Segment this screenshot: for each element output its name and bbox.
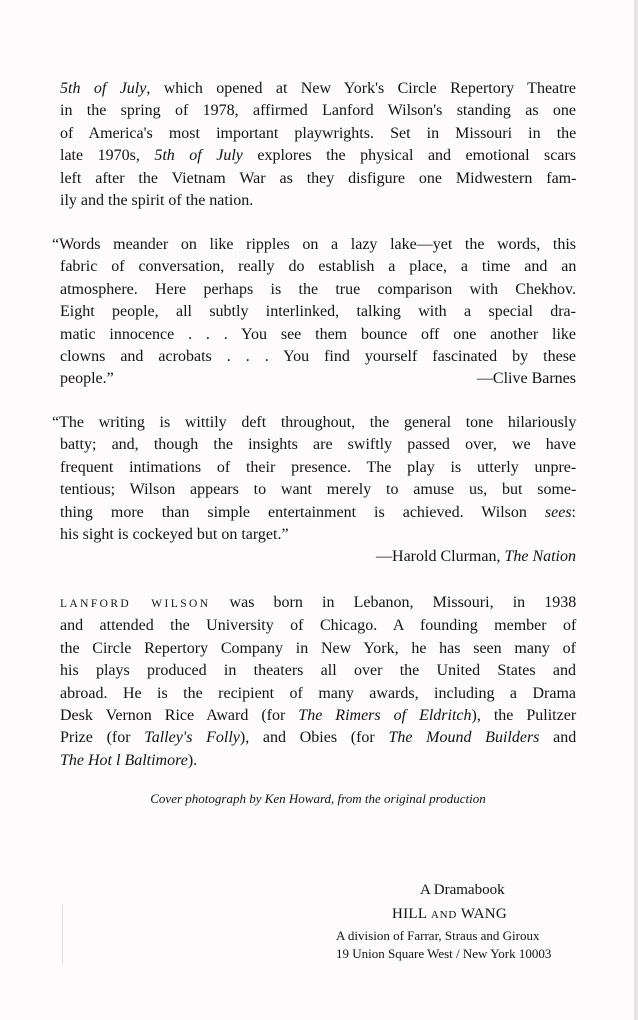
synopsis-line: of America's most important playwrights. Set in Missouri in the (60, 124, 577, 142)
review-quote-clurman (52, 412, 577, 569)
synopsis-line: late 1970s, 5th of July explores the physical and emotional scars (60, 147, 577, 165)
synopsis-line: 5th of July, which opened at New York's Circle Repertory Theatre (60, 80, 577, 97)
synopsis-line: left after the Vietnam War as they disfigure one Midwestern fam- (60, 169, 577, 187)
cover-photo-caption: Cover photograph by Ken Howard, from the original production (150, 791, 486, 806)
publisher-division: A division of Farrar, Straus and Giroux (336, 928, 540, 943)
bio-line: The Hot l Baltimore). (60, 751, 198, 769)
quote-line: clowns and acrobats . . . You find yourself fascinated by these (60, 348, 577, 366)
bio-line: the Circle Repertory Company in New York, he has seen many of (60, 639, 576, 657)
quote-line: atmosphere. Here perhaps is the true comparison with Chekhov. (60, 280, 576, 298)
bio-line: abroad. He is the recipient of many awards, including a Drama (60, 684, 576, 702)
synopsis-line: in the spring of 1978, affirmed Lanford Wilson's standing as one (60, 102, 576, 120)
quote-line: fabric of conversation, really do establish a place, a time and an (60, 258, 577, 276)
review-quote-barnes (52, 234, 577, 391)
bio-line: and attended the University of Chicago. A founding member of (60, 617, 577, 635)
scan-mark (62, 905, 63, 965)
quote-attribution-barnes: —Clive Barnes (476, 370, 576, 388)
quote-line: thing more than simple entertainment is achieved. Wilson sees: (60, 503, 576, 521)
bio-line: Prize (for Talley's Folly), and Obies (for The Mound Builders and (60, 729, 577, 747)
author-name-smallcaps: LANFORD WILSON (60, 598, 211, 610)
quote-line: tentious; Wilson appears to want merely to amuse us, but some- (60, 481, 577, 499)
quote-line: matic innocence . . . You see them bounce off one another like (60, 325, 576, 343)
quote-line: frequent intimations of their presence. The play is utterly unpre- (60, 458, 577, 476)
author-bio (60, 592, 576, 772)
quote-line: “The writing is wittily deft throughout, the general tone hilariously (52, 414, 577, 431)
quote-line: his sight is cockeyed but on target.” (60, 526, 289, 544)
quote-attribution-clurman: —Harold Clurman, The Nation (376, 548, 576, 566)
quote-line: Eight people, all subtly interlinked, talking with a special dra- (60, 303, 576, 321)
quote-line: people.” (60, 370, 114, 388)
page-edge-shadow (634, 0, 638, 1020)
quote-line: batty; and, though the insights are swiftly passed over, we have (60, 436, 576, 454)
publisher-name: HILL AND WANG (392, 906, 508, 922)
quote-line: “Words meander on like ripples on a lazy lake—yet the words, this (52, 236, 576, 253)
synopsis-paragraph (60, 78, 576, 212)
bio-line: LANFORD WILSON was born in Lebanon, Missouri, in 1938 (60, 594, 577, 611)
synopsis-line: ily and the spirit of the nation. (60, 192, 254, 210)
publisher-address: 19 Union Square West / New York 10003 (336, 946, 552, 961)
series-label: A Dramabook (420, 882, 505, 898)
bio-line: Desk Vernon Rice Award (for The Rimers of Eldritch), the Pulitzer (60, 707, 577, 725)
quote-last-line (60, 368, 576, 390)
bio-line: his plays produced in theaters all over the United States and (60, 662, 577, 680)
